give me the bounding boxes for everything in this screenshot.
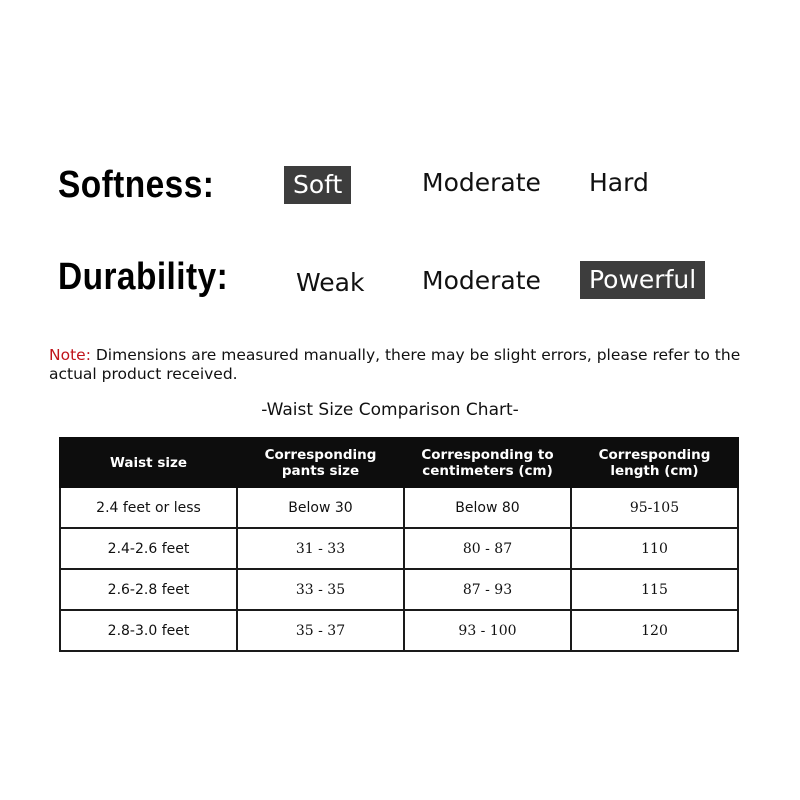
cell-pants: Below 30 [237,487,404,528]
cell-waist: 2.4-2.6 feet [60,528,237,569]
cell-waist: 2.6-2.8 feet [60,569,237,610]
cell-length: 110 [571,528,738,569]
note [49,346,749,384]
table-row [60,528,738,569]
header-waist-size: Waist size [60,438,237,487]
size-table [59,437,739,652]
softness-option-soft: Soft [284,166,351,204]
durability-option-powerful: Powerful [580,261,705,299]
cell-length: 115 [571,569,738,610]
chart-title: -Waist Size Comparison Chart- [261,400,519,420]
cell-length: 120 [571,610,738,651]
cell-pants: 31 - 33 [237,528,404,569]
table-header-row [60,438,738,487]
header-pants-size: Corresponding pants size [237,438,404,487]
cell-waist: 2.4 feet or less [60,487,237,528]
cell-length: 95-105 [571,487,738,528]
durability-option-moderate: Moderate [422,266,541,295]
table-row [60,610,738,651]
note-text: Dimensions are measured manually, there may be slight errors, please refer to the actual product received. [49,346,741,383]
cell-cm: 93 - 100 [404,610,571,651]
note-key: Note: [49,346,91,364]
cell-cm: Below 80 [404,487,571,528]
cell-pants: 35 - 37 [237,610,404,651]
header-length: Corresponding length (cm) [571,438,738,487]
table-row [60,487,738,528]
cell-pants: 33 - 35 [237,569,404,610]
softness-option-hard: Hard [589,168,649,197]
softness-label: Softness: [58,164,215,206]
durability-label: Durability: [58,256,229,298]
cell-cm: 87 - 93 [404,569,571,610]
cell-cm: 80 - 87 [404,528,571,569]
softness-option-moderate: Moderate [422,168,541,197]
header-centimeters: Corresponding to centimeters (cm) [404,438,571,487]
durability-option-weak: Weak [296,268,365,297]
cell-waist: 2.8-3.0 feet [60,610,237,651]
table-row [60,569,738,610]
